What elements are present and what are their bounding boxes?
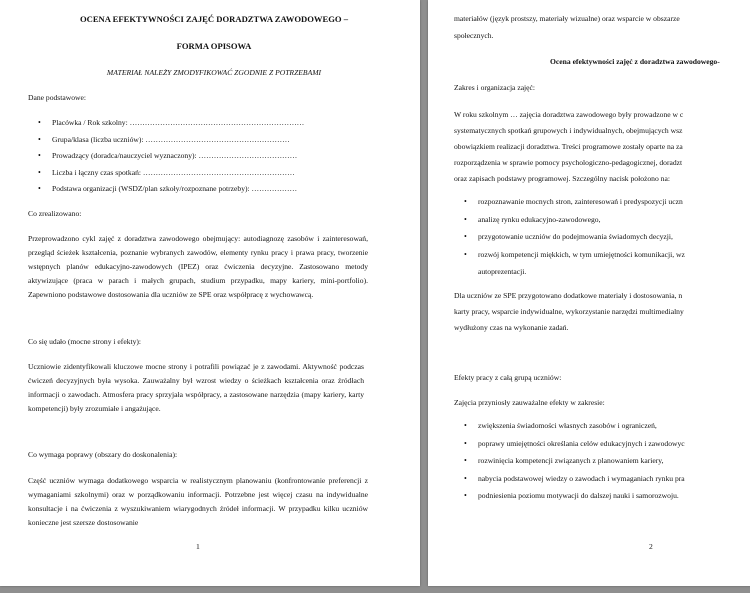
scope-line: obowiązkiem realizacji doradztwa. Treści programowe zostały oparte na za (454, 142, 683, 151)
done-paragraph: Przeprowadzono cykl zajęć z doradztwa zawodowego obejmujący: autodiagnozę zasobów i zainteresowań, przegląd ścieżek kształcenia, poznanie wybranych zawodów, elementy rynku pracy i prawa pracy, tworzenie wstępnych planów edukacyjno-zawodowych (IPEZ) oraz ćwiczenia decyzyjne. Zastosowano metody aktywizujące (praca w parach i małych grupach, studium przypadku, mapy kariery, mini-portfolio). Zapewniono podstawowe dostosowania dla uczniów ze SPE oraz współpracę z wychowawcą. (28, 234, 368, 299)
document-title-line-2: FORMA OPISOWA (176, 41, 252, 51)
done-heading: Co zrealizowano: (28, 209, 82, 218)
list-item: • rozwinięcia kompetencji związanych z planowaniem kariery, (454, 455, 750, 468)
basic-data-list (28, 117, 400, 200)
page-number: 2 (649, 542, 653, 551)
scope-heading: Zakres i organizacja zajęć: (454, 83, 536, 92)
scope-line: rozporządzenia w sprawie pomocy psychologiczno-pedagogicznej, doradzt (454, 158, 683, 167)
improve-paragraph: Część uczniów wymaga dodatkowego wsparcia w realistycznym planowaniu (konfrontowanie preferencji z wymaganiami szkolnymi) oraz w porządkowaniu informacji. Potrzebne jest więcej czasu na indywidualne konsultacje i na ćwiczenia z wyszukiwaniem wiarygodnych źródeł informacji. W przypadku kilku uczniów konieczne jest szersze dostosowanie (28, 476, 368, 527)
list-item: • Liczba i łączny czas spotkań: …………………………………………………… (28, 167, 400, 180)
spe-line: wydłużony czas na wykonanie zadań. (454, 323, 569, 332)
success-paragraph: Uczniowie zidentyfikowali kluczowe mocne strony i potrafili powiązać je z zawodami. Aktywność podczas ćwiczeń decyzyjnych była wysoka. Zauważalny był wzrost wiedzy o ścieżkach kształcenia oraz źródłach informacji o zawodach. Atmosfera pracy sprzyjała współpracy, a zastosowane narzędzia (mapy kariery, karty kompetencji) były zrozumiałe i angażujące. (28, 362, 364, 413)
list-item: • poprawy umiejętności określania celów edukacyjnych i zawodowyc (454, 438, 750, 451)
list-item: • Placówka / Rok szkolny: …………………………………………………………… (28, 117, 400, 130)
list-item: • Grupa/klasa (liczba uczniów): ………………………………………………… (28, 134, 400, 147)
continuation-line-2: społecznych. (454, 31, 494, 40)
document-page-2 (428, 0, 750, 586)
success-heading: Co się udało (mocne strony i efekty): (28, 337, 142, 346)
list-item: • Prowadzący (doradca/nauczyciel wyznaczony): ………………………………… (28, 150, 400, 163)
spe-line: Dla uczniów ze SPE przygotowano dodatkowe materiały i dostosowania, n (454, 291, 683, 300)
list-item: • przygotowanie uczniów do podejmowania świadomych decyzji, (454, 231, 750, 244)
effects-heading: Efekty pracy z całą grupą uczniów: (454, 373, 562, 382)
spe-line: karty pracy, wsparcie indywidualne, wykorzystanie narzędzi multimedialny (454, 307, 684, 316)
scope-line: W roku szkolnym … zajęcia doradztwa zawodowego były prowadzone w c (454, 110, 684, 119)
list-item: • rozpoznawanie mocnych stron, zainteresowań i predyspozycji uczn (454, 196, 750, 209)
scope-line: systematycznych spotkań grupowych i indywidualnych, obejmujących wsz (454, 126, 683, 135)
focus-list (454, 196, 750, 261)
list-item: • nabycia podstawowej wiedzy o zawodach i wymaganiach rynku pra (454, 473, 750, 486)
section-heading: Ocena efektywności zajęć z doradztwa zawodowego- (550, 57, 720, 66)
page-number: 1 (196, 542, 200, 551)
list-item: • zwiększenia świadomości własnych zasobów i ograniczeń, (454, 420, 750, 433)
effects-intro: Zajęcia przyniosły zauważalne efekty w zakresie: (454, 398, 605, 407)
document-title-line-1: OCENA EFEKTYWNOŚCI ZAJĘĆ DORADZTWA ZAWODOWEGO – (79, 14, 349, 24)
modification-note: MATERIAŁ NALEŻY ZMODYFIKOWAĆ ZGODNIE Z POTRZEBAMI (106, 68, 322, 77)
effects-list (454, 420, 750, 508)
basic-data-heading: Dane podstawowe: (28, 93, 86, 102)
improve-heading: Co wymaga poprawy (obszary do doskonalenia): (28, 450, 178, 459)
list-item: • rozwój kompetencji miękkich, w tym umiejętności komunikacji, wz (454, 249, 750, 262)
list-item: • analizę rynku edukacyjno-zawodowego, (454, 214, 750, 227)
list-item: • Podstawa organizacji (WSDZ/plan szkoły/rozpoznane potrzeby): ……………… (28, 183, 400, 196)
continuation-line-1: materiałów (język prostszy, materiały wizualne) oraz wsparcie w obszarze (454, 14, 680, 23)
list-item: • podniesienia poziomu motywacji do dalszej nauki i samorozwoju. (454, 490, 750, 503)
scope-line: oraz zapisach podstawy programowej. Szczególny nacisk położono na: (454, 174, 670, 183)
focus-item-continuation: autoprezentacji. (478, 267, 527, 276)
